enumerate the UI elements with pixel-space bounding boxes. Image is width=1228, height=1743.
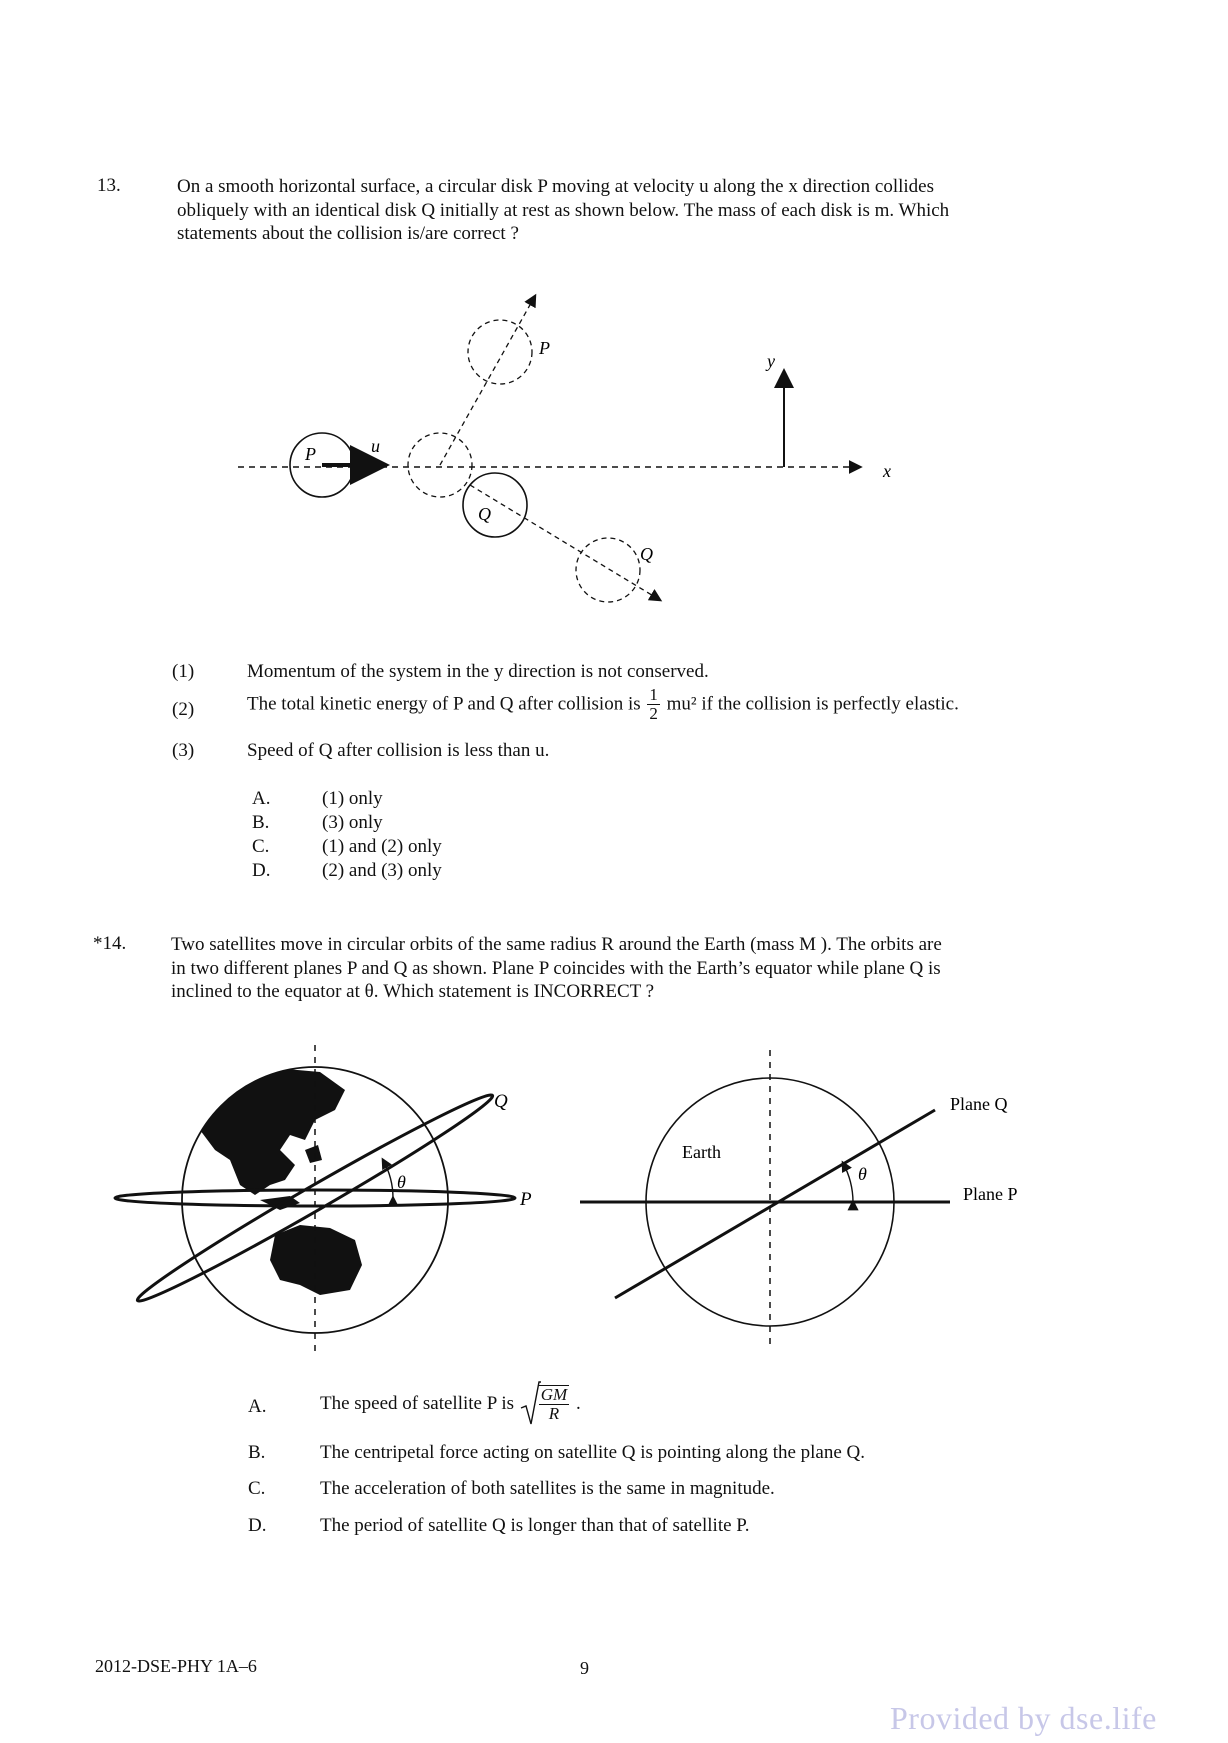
q14-stem-line-2: in two different planes P and Q as shown. Plane P coincides with the Earth’s equator while plane Q is — [171, 957, 941, 979]
disk-q-initial-label: Q — [478, 504, 491, 524]
plane-p-label: Plane P — [963, 1184, 1018, 1204]
q14-option-b-text: The centripetal force acting on satellite Q is pointing along the plane Q. — [320, 1442, 866, 1463]
page-number: 9 — [580, 1658, 589, 1678]
q13-statement-2-fraction — [647, 686, 660, 723]
q13-option-b-label: B. — [252, 812, 270, 833]
q13-stem-line-1: On a smooth horizontal surface, a circular disk P moving at velocity u along the x direction collides — [177, 176, 934, 197]
q14-option-c-label: C. — [248, 1478, 266, 1499]
q13-statement-3-text: Speed of Q after collision is less than u. — [247, 740, 550, 761]
disk-q-initial — [463, 473, 527, 537]
q13-option-c-label: C. — [252, 836, 270, 857]
q13-statement-1-text: Momentum of the system in the y direction is not conserved. — [247, 661, 709, 682]
q14-option-a-prefix: The speed of satellite P is — [320, 1393, 514, 1414]
q13-stem-line-3: statements about the collision is/are correct ? — [177, 223, 519, 244]
collision-diagram — [0, 280, 1228, 620]
earth-label: Earth — [682, 1142, 721, 1162]
disk-p-after — [468, 320, 532, 384]
q14-option-c-text: The acceleration of both satellites is the same in magnitude. — [320, 1478, 775, 1499]
globe-orbits-diagram — [100, 1040, 560, 1360]
theta-label-right: θ — [858, 1164, 867, 1184]
q13-option-a-label: A. — [252, 788, 271, 809]
theta-arc-right — [843, 1163, 853, 1202]
q14-number: *14. — [93, 933, 127, 954]
disk-p-initial-label: P — [305, 444, 316, 464]
q14-option-b-label: B. — [248, 1442, 266, 1463]
q13-statement-2-after: mu² if the collision is perfectly elastic. — [666, 693, 959, 715]
q13-statement-2-number: (2) — [172, 699, 195, 720]
disk-q-after — [576, 538, 640, 602]
q13-option-d-text: (2) and (3) only — [322, 860, 442, 881]
disk-p-after-label: P — [539, 338, 550, 358]
q-path — [470, 485, 660, 600]
q13-stem — [177, 175, 1077, 246]
watermark-link[interactable]: Provided by dse.life — [890, 1700, 1157, 1736]
disk-q-after-label: Q — [640, 544, 653, 564]
plane-q-label: Plane Q — [950, 1094, 1008, 1114]
fraction-denominator: 2 — [649, 704, 658, 723]
x-axis-label: x — [883, 461, 891, 481]
velocity-u-label: u — [371, 436, 380, 456]
q13-statement-2-text — [247, 686, 959, 723]
sqrt-numerator: GM — [540, 1385, 568, 1404]
q13-statement-3-number: (3) — [172, 740, 195, 761]
theta-label-left: θ — [397, 1172, 406, 1192]
p-path — [440, 296, 535, 465]
q13-statement-1-number: (1) — [172, 661, 195, 682]
sqrt-fraction — [539, 1385, 569, 1423]
q14-stem-line-1: Two satellites move in circular orbits of the same radius R around the Earth (mass M ). The orbits are — [171, 934, 942, 955]
period-mark: . — [571, 1393, 581, 1414]
orbit-q-label: Q — [494, 1091, 508, 1112]
sqrt-denominator: R — [548, 1404, 560, 1423]
q14-option-a-label: A. — [248, 1396, 267, 1417]
q14-option-d-label: D. — [248, 1515, 267, 1536]
q13-option-a-text: (1) only — [322, 788, 383, 809]
q13-number: 13. — [97, 175, 121, 196]
q13-option-d-label: D. — [252, 860, 271, 881]
q14-stem — [171, 933, 1071, 1004]
q13-statement-2-before: The total kinetic energy of P and Q after collision is — [247, 693, 641, 715]
exam-code: 2012-DSE-PHY 1A–6 — [95, 1656, 257, 1676]
q13-stem-line-2: obliquely with an identical disk Q initially at rest as shown below. The mass of each disk is m. Which — [177, 199, 950, 221]
orbit-p-label: P — [520, 1189, 532, 1210]
q13-option-b-text: (3) only — [322, 812, 383, 833]
sqrt-expression — [519, 1380, 571, 1428]
q14-stem-line-3: inclined to the equator at θ. Which statement is INCORRECT ? — [171, 981, 655, 1002]
fraction-numerator: 1 — [649, 685, 658, 704]
y-axis-label: y — [767, 351, 775, 371]
q14-option-a-text — [320, 1380, 581, 1428]
sqrt-sign-icon — [519, 1380, 541, 1428]
q13-option-c-text: (1) and (2) only — [322, 836, 442, 857]
q14-option-d-text: The period of satellite Q is longer than that of satellite P. — [320, 1515, 750, 1536]
planes-diagram — [570, 1040, 1040, 1360]
